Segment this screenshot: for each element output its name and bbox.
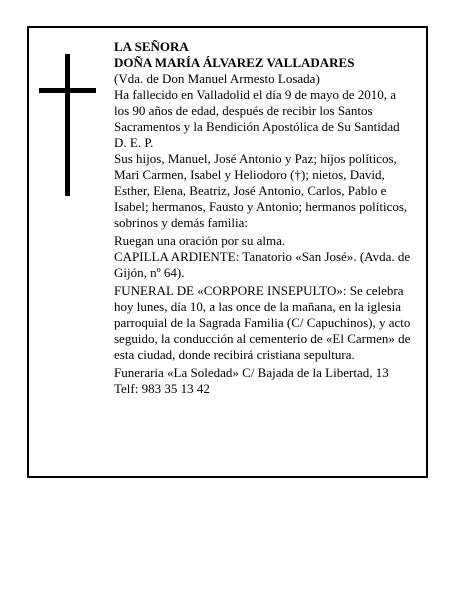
rip-line: D. E. P. — [114, 135, 154, 150]
funeral-home-line: Funeraria «La Soledad» C/ Bajada de la Libertad, 13 — [114, 365, 389, 380]
cross-icon-bar — [39, 88, 96, 93]
chapel-paragraph: CAPILLA ARDIENTE: Tanatorio «San José». (Avda. de Gijón, nº 64). — [114, 249, 411, 280]
cross-icon — [65, 54, 70, 196]
widow-line: (Vda. de Don Manuel Armesto Losada) — [114, 71, 320, 86]
obituary-text — [114, 39, 414, 397]
deceased-name: DOÑA MARÍA ÁLVAREZ VALLADARES — [114, 55, 355, 70]
death-paragraph: Ha fallecido en Valladolid el día 9 de mayo de 2010, a los 90 años de edad, después de recibir los Santos Sacramentos y la Bendición Apostólica de Su Santidad — [114, 87, 400, 134]
phone-line: Telf: 983 35 13 42 — [114, 381, 210, 396]
funeral-paragraph: FUNERAL DE «CORPORE INSEPULTO»: Se celebra hoy lunes, día 10, a las once de la mañana, en la iglesia parroquial de la Sagrada Familia (C/ Capuchinos), y acto seguido, la conducción al cementerio de «El Carmen» de esta ciudad, donde recibirá cristiana sepultura. — [114, 283, 411, 362]
deceased-title: LA SEÑORA — [114, 39, 189, 54]
prayer-request: Ruegan una oración por su alma. — [114, 233, 286, 248]
family-paragraph: Sus hijos, Manuel, José Antonio y Paz; hijos políticos, Mari Carmen, Isabel y Heliodoro (†); nietos, David, Esther, Elena, Beatriz, José Antonio, Carlos, Pablo e Isabel; hermanos, Fausto y Antonio; hermanos políticos, sobrinos y demás familia: — [114, 151, 408, 230]
